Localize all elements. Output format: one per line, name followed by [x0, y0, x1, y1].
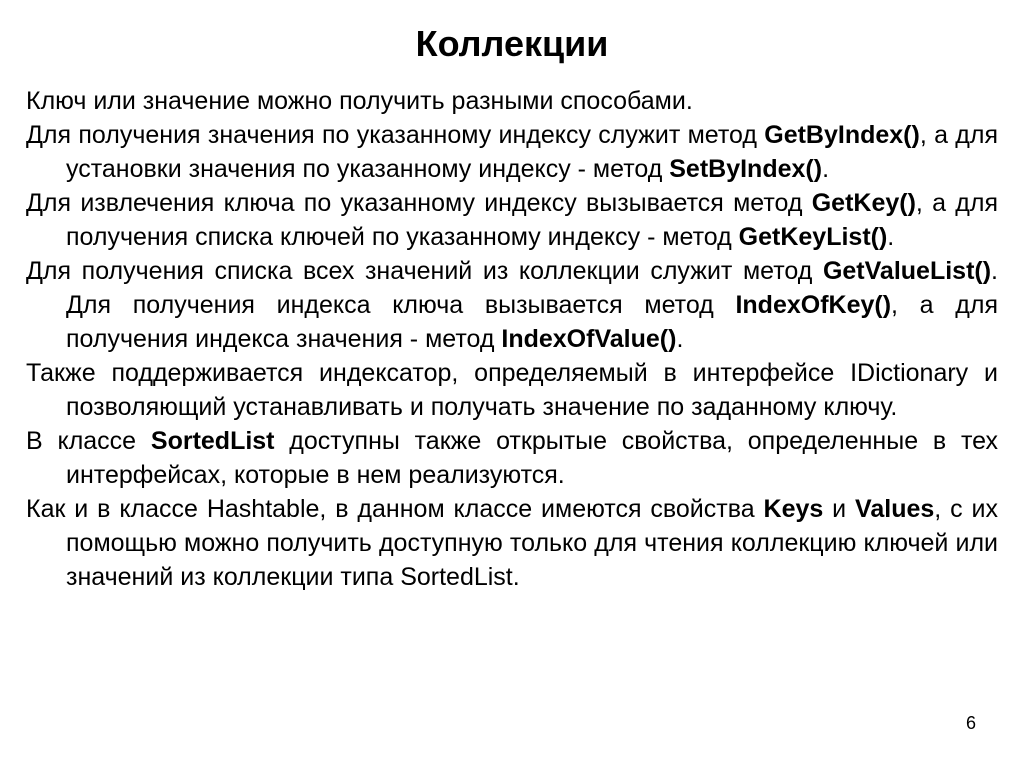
text: , с их помощью можно получить доступную только для чтения коллекцию ключей или значений из коллекции типа SortedList. [66, 495, 998, 591]
text: , а для получения индекса значения - метод [66, 291, 998, 353]
paragraph-sortedlist [26, 424, 998, 492]
text: Для получения списка всех значений из коллекции служит метод [26, 257, 823, 285]
method-getvaluelist: GetValueList() [822, 257, 992, 285]
text: . [822, 155, 830, 183]
text: Как и в классе Hashtable, в данном классе имеются свойства [26, 495, 764, 523]
text: Для извлечения ключа по указанному индексу вызывается метод [26, 189, 812, 217]
page-number: 6 [965, 713, 976, 733]
paragraph-ways [26, 84, 998, 118]
method-indexofkey: IndexOfKey() [735, 291, 892, 319]
paragraph-getbyindex [26, 118, 998, 186]
text: . [676, 325, 684, 353]
paragraph-getvaluelist [26, 254, 998, 356]
text: и [823, 495, 856, 523]
text: Для получения значения по указанному индексу служит метод [26, 121, 765, 149]
class-sortedlist: SortedList [150, 427, 275, 455]
method-getkey: GetKey() [811, 189, 916, 217]
text: доступны также открытые свойства, определенные в тех интерфейсах, которые в нем реализуются. [66, 427, 999, 489]
paragraph-indexer [26, 356, 998, 424]
method-getbyindex: GetByIndex() [764, 121, 920, 149]
slide-title: Коллекции [415, 23, 609, 64]
text: . Для получения индекса ключа вызывается метод [66, 257, 998, 319]
method-getkeylist: GetKeyList() [738, 223, 888, 251]
method-indexofvalue: IndexOfValue() [501, 325, 677, 353]
paragraph-ways-text: Ключ или значение можно получить разными способами. [26, 87, 693, 115]
text: В классе [26, 427, 151, 455]
text: , а для получения списка ключей по указанному индексу - метод [66, 189, 998, 251]
slide-content [26, 84, 998, 594]
property-values: Values [855, 495, 935, 523]
method-setbyindex: SetByIndex() [669, 155, 823, 183]
text: , а для установки значения по указанному индексу - метод [66, 121, 998, 183]
property-keys: Keys [763, 495, 824, 523]
paragraph-getkey [26, 186, 998, 254]
paragraph-indexer-text: Также поддерживается индексатор, определяемый в интерфейсе IDictionary и позволяющий устанавливать и получать значение по заданному ключу. [26, 359, 998, 421]
paragraph-hashtable [26, 492, 998, 594]
text: . [887, 223, 895, 251]
